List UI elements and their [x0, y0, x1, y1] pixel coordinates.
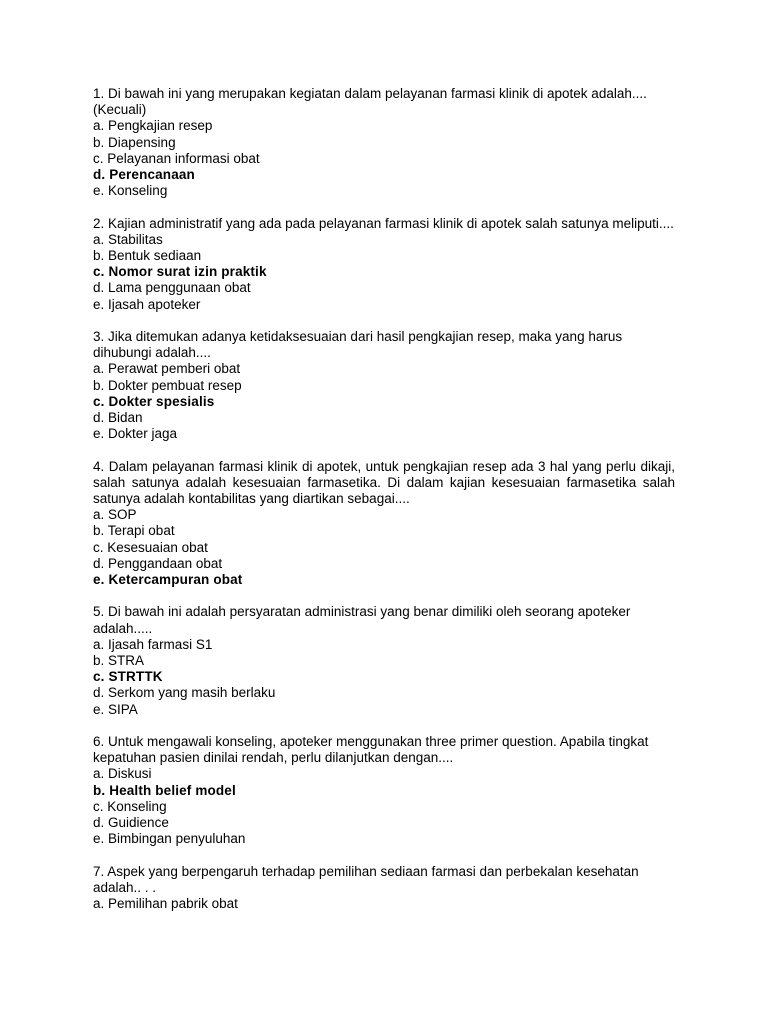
option-text: Konseling [107, 798, 167, 814]
option-letter: e. [93, 572, 105, 588]
answer-option [93, 410, 675, 426]
answer-option [93, 815, 675, 831]
option-text: Perencanaan [109, 167, 195, 183]
question-stem [93, 459, 675, 508]
answer-option [93, 507, 675, 523]
question-block [93, 329, 675, 442]
option-letter: e. [93, 426, 105, 442]
option-text: Pemilihan pabrik obat [108, 896, 238, 912]
option-letter: a. [93, 896, 105, 912]
question-number: 4. [93, 458, 105, 474]
answer-option [93, 426, 675, 442]
option-letter: c. [93, 393, 105, 409]
option-text: SOP [108, 507, 137, 523]
option-text: SIPA [108, 701, 138, 717]
option-letter: e. [93, 296, 105, 312]
option-letter: c. [93, 539, 104, 555]
option-letter: e. [93, 701, 105, 717]
option-letter: c. [93, 264, 105, 280]
option-text: Bidan [108, 410, 143, 426]
option-letter: c. [93, 150, 104, 166]
answer-option [93, 183, 675, 199]
option-text: Pelayanan informasi obat [107, 150, 260, 166]
question-text: Kajian administratif yang ada pada pelayanan farmasi klinik di apotek salah satunya meliputi.... [108, 215, 674, 231]
option-text: Pengkajian resep [108, 118, 213, 134]
question-text: Untuk mengawali konseling, apoteker menggunakan three primer question. Apabila tingkat kepatuhan pasien dinilai rendah, perlu dilanjutkan dengan.... [93, 734, 649, 766]
answer-option [93, 637, 675, 653]
option-letter: b. [93, 134, 105, 150]
question-text: Di bawah ini yang merupakan kegiatan dalam pelayanan farmasi klinik di apotek adalah....(Kecuali) [93, 86, 647, 118]
answer-option [93, 151, 675, 167]
option-letter: d. [93, 280, 105, 296]
answer-option [93, 135, 675, 151]
option-text: Stabilitas [108, 231, 163, 247]
question-stem [93, 216, 675, 232]
question-block [93, 216, 675, 313]
question-number: 1. [93, 86, 105, 101]
option-text: Serkom yang masih berlaku [108, 685, 276, 701]
option-letter: a. [93, 636, 105, 652]
option-text: Ijasah apoteker [108, 296, 201, 312]
question-stem [93, 604, 675, 636]
answer-option [93, 896, 675, 912]
answer-option-correct [93, 669, 675, 685]
question-block [93, 86, 675, 199]
option-letter: e. [93, 183, 105, 199]
option-text: Dokter pembuat resep [108, 377, 242, 393]
question-text: Dalam pelayanan farmasi klinik di apotek, untuk pengkajian resep ada 3 hal yang perlu dikaji, salah satunya adalah kesesuaian farmasetika. Di dalam kajian kesesuaian farmasetika salah satunya adalah kontabilitas yang diartikan sebagai.... [93, 458, 675, 507]
answer-option [93, 556, 675, 572]
option-letter: a. [93, 231, 105, 247]
option-text: Dokter spesialis [108, 393, 215, 409]
answer-option [93, 653, 675, 669]
option-letter: d. [93, 815, 105, 831]
option-letter: a. [93, 507, 105, 523]
answer-option-correct [93, 264, 675, 280]
question-stem [93, 864, 675, 896]
answer-option-correct [93, 572, 675, 588]
option-letter: d. [93, 685, 105, 701]
question-block [93, 604, 675, 717]
option-letter: a. [93, 361, 105, 377]
answer-option [93, 232, 675, 248]
document-page [93, 86, 675, 928]
option-text: Ketercampuran obat [108, 572, 243, 588]
option-text: Diskusi [108, 766, 152, 782]
option-text: STRA [108, 653, 145, 669]
option-text: Konseling [108, 183, 168, 199]
option-text: Bimbingan penyuluhan [108, 831, 246, 847]
option-text: Kesesuaian obat [107, 539, 208, 555]
option-text: Nomor surat izin praktik [108, 264, 267, 280]
option-letter: b. [93, 377, 105, 393]
answer-option-correct [93, 394, 675, 410]
option-text: Diapensing [108, 134, 176, 150]
option-text: Perawat pemberi obat [108, 361, 241, 377]
question-block [93, 459, 675, 589]
answer-option [93, 540, 675, 556]
answer-option [93, 248, 675, 264]
question-number: 2. [93, 215, 105, 231]
answer-option [93, 766, 675, 782]
question-text: Aspek yang berpengaruh terhadap pemilihan sediaan farmasi dan perbekalan kesehatan adalah.. . . [93, 863, 639, 895]
answer-option [93, 280, 675, 296]
option-letter: b. [93, 248, 105, 264]
option-letter: d. [93, 167, 106, 183]
answer-option [93, 523, 675, 539]
option-text: Penggandaan obat [108, 555, 223, 571]
option-letter: a. [93, 766, 105, 782]
answer-option [93, 685, 675, 701]
option-letter: d. [93, 555, 105, 571]
answer-option-correct [93, 783, 675, 799]
answer-option [93, 297, 675, 313]
question-block [93, 734, 675, 847]
answer-option-correct [93, 167, 675, 183]
option-text: Health belief model [109, 782, 236, 798]
option-text: Lama penggunaan obat [108, 280, 251, 296]
question-block [93, 864, 675, 913]
question-text: Jika ditemukan adanya ketidaksesuaian dari hasil pengkajian resep, maka yang harus dihubungi adalah.... [93, 329, 623, 361]
question-number: 7. [93, 863, 105, 879]
option-letter: b. [93, 523, 105, 539]
question-stem [93, 734, 675, 766]
answer-option [93, 799, 675, 815]
option-letter: e. [93, 831, 105, 847]
option-letter: d. [93, 410, 105, 426]
question-text: Di bawah ini adalah persyaratan administrasi yang benar dimiliki oleh seorang apoteker adalah..... [93, 604, 631, 636]
answer-option [93, 118, 675, 134]
option-letter: b. [93, 782, 106, 798]
option-letter: c. [93, 669, 105, 685]
option-text: Terapi obat [107, 523, 175, 539]
option-text: STRTTK [108, 669, 163, 685]
option-letter: c. [93, 798, 104, 814]
question-number: 5. [93, 604, 105, 620]
answer-option [93, 361, 675, 377]
question-stem [93, 329, 675, 361]
option-text: Ijasah farmasi S1 [108, 636, 213, 652]
answer-option [93, 831, 675, 847]
question-stem [93, 86, 675, 118]
option-text: Bentuk sediaan [108, 248, 202, 264]
option-letter: b. [93, 653, 105, 669]
answer-option [93, 378, 675, 394]
option-text: Dokter jaga [108, 426, 178, 442]
question-number: 3. [93, 329, 105, 345]
question-number: 6. [93, 734, 105, 750]
answer-option [93, 702, 675, 718]
option-letter: a. [93, 118, 105, 134]
option-text: Guidience [108, 815, 169, 831]
